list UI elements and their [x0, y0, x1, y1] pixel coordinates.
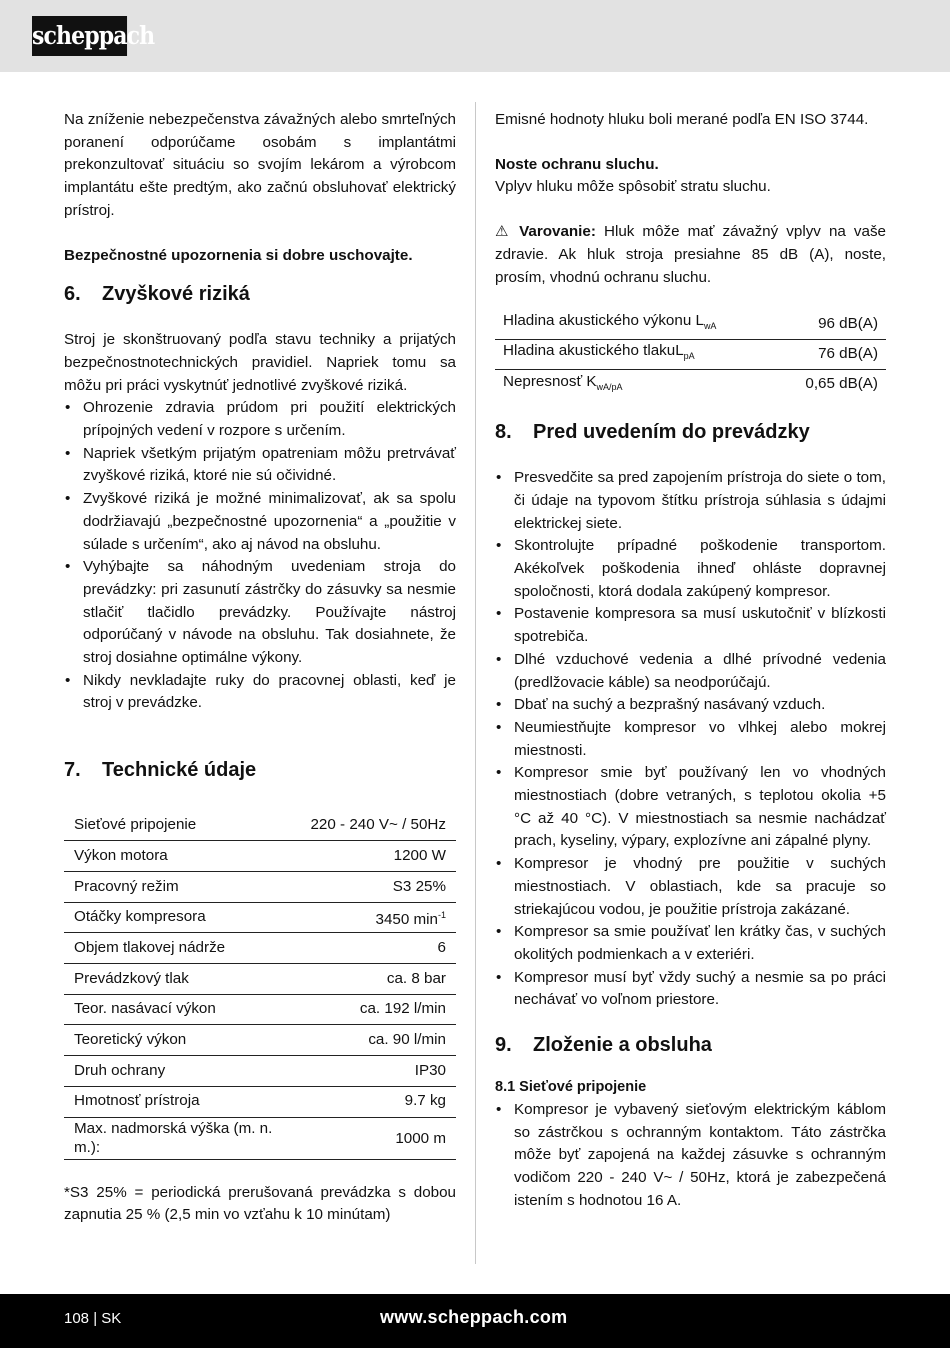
list-item: • Kompresor sa smie používať len krátky čas, v suchých okolitých podmienkach a v exteriéri. [495, 921, 886, 966]
left-column [64, 109, 456, 1227]
spec-value-text: 1000 m [395, 1129, 446, 1147]
right-column [495, 109, 886, 1212]
list-item: • Kompresor je vybavený sieťovým elektrickým káblom so zástrčkou s ochranným kontaktom. Táto zástrčka môže byť zapojená na každej zásuvke s ochranným vodičom 220 - 240 V~ / 50Hz, ktorá je zabezpečená istením s hodnotou 16 A. [495, 1099, 886, 1213]
list-item: • Kompresor smie byť používaný len vo vhodných miestnostiach (dobre vetraných, s teplotou okolia +5 °C až 40 °C). V miestnostiach sa nesmie nachádzať prach, kyseliny, výpary, explozívne ani zápalné plyny. [495, 762, 886, 853]
section-6-list [64, 397, 456, 715]
list-item: • Neumiestňujte kompresor vo vlhkej alebo mokrej miestnosti. [495, 717, 886, 762]
list-item: • Kompresor je vhodný pre použitie v suchých miestnostiach. V oblastiach, kde sa pracuje so striekajúcou vodou, je použitie prístroja zakázané. [495, 853, 886, 921]
website-link[interactable]: www.scheppach.com [380, 1307, 568, 1327]
ear-protection-title: Noste ochranu sluchu. [495, 155, 659, 173]
keep-notice: Bezpečnostné upozornenia si dobre uschovajte. [64, 246, 413, 264]
spec-value-text: 3450 min [375, 910, 438, 928]
spec-value [300, 1086, 456, 1117]
list-item: • Nikdy nevkladajte ruky do pracovnej oblasti, keď je stroj v prevádzke. [64, 670, 456, 715]
section-8-heading [495, 419, 886, 445]
list-item: • Kompresor musí byť vždy suchý a nesmie sa po práci nechávať vo voľnom priestore. [495, 967, 886, 1012]
spec-value [300, 872, 456, 903]
spec-value-text: IP30 [414, 1061, 446, 1079]
list-item: • Zvyškové riziká je možné minimalizovať, ak sa spolu dodržiavajú „bezpečnostné upozornenia“ a „použitie v súlade s určením“, ako aj návod na obsluhu. [64, 488, 456, 556]
noise-label-text: Hladina akustického výkonu L [503, 312, 704, 330]
table-row [64, 810, 456, 841]
spec-label: Výkon motora [64, 841, 300, 872]
table-row [64, 1117, 456, 1159]
section-6-heading [64, 281, 456, 307]
spec-value-text: ca. 90 l/min [368, 1030, 446, 1048]
list-item: • Napriek všetkým prijatým opatreniam môžu pretrvávať zvyškové riziká, ktoré nie sú očividné. [64, 443, 456, 488]
page-number: 108 | SK [64, 1310, 122, 1327]
spec-label: Otáčky kompresora [64, 902, 300, 933]
section-9-number: 9. [495, 1034, 512, 1057]
noise-label-subscript: pA [683, 351, 695, 362]
technical-data-table [64, 810, 456, 1159]
section-7-number: 7. [64, 759, 81, 782]
section-6-number: 6. [64, 283, 81, 306]
list-item: • Presvedčite sa pred zapojením prístroja do siete o tom, či údaje na typovom štítku prístroja súhlasia s údajmi elektrickej siete. [495, 467, 886, 535]
list-item: • Skontrolujte prípadné poškodenie transportom. Akékoľvek poškodenia ihneď ohláste dopravnej spoločnosti, ktorá dodala zakúpený kompresor. [495, 535, 886, 603]
spec-value [300, 841, 456, 872]
table-row [64, 841, 456, 872]
noise-label [495, 369, 777, 399]
brand-logo: scheppach [32, 16, 127, 56]
table-row [495, 339, 886, 369]
spec-value [300, 994, 456, 1025]
implant-intro: Na zníženie nebezpečenstva závažných alebo smrteľných poranení odporúčame osobám s implantátmi prekonzultovať situáciu so svojím lekárom a výrobcom implantátu ešte predtým, ako začnú obsluhovať elektrický prístroj. [64, 111, 456, 219]
spec-value [300, 902, 456, 933]
list-item: • Ohrozenie zdravia prúdom pri použití elektrických prípojných vedení v rozpore s určením. [64, 397, 456, 442]
spec-value-exponent: -1 [437, 909, 446, 920]
warning-triangle-icon: ⚠ [495, 223, 509, 241]
warning-label: Varovanie: [519, 223, 596, 241]
spec-label: Sieťové pripojenie [64, 810, 300, 841]
spec-label: Pracovný režim [64, 872, 300, 903]
spec-value-text: 1200 W [393, 846, 446, 864]
spec-value-text: 220 - 240 V~ / 50Hz [310, 815, 446, 833]
noise-label-text: Hladina akustického tlakuL [503, 342, 684, 360]
page-footer [0, 1294, 950, 1348]
spec-value [300, 810, 456, 841]
table-row [64, 933, 456, 964]
spec-label: Teoretický výkon [64, 1025, 300, 1056]
table-row [64, 1056, 456, 1087]
table-row [64, 1025, 456, 1056]
section-9-heading [495, 1032, 886, 1058]
noise-value: 0,65 dB(A) [805, 375, 878, 393]
list-item: • Postavenie kompresora sa musí uskutočniť v blízkosti spotrebiča. [495, 603, 886, 648]
spec-label: Teor. nasávací výkon [64, 994, 300, 1025]
spec-label: Prevádzkový tlak [64, 964, 300, 995]
spec-label: Objem tlakovej nádrže [64, 933, 300, 964]
spec-value-text: ca. 192 l/min [359, 1000, 446, 1018]
noise-label [495, 339, 777, 369]
table-row [64, 1086, 456, 1117]
section-6-title: Zvyškové riziká [102, 283, 250, 306]
noise-label-subscript: wA/pA [596, 381, 623, 392]
spec-value-text: ca. 8 bar [386, 969, 446, 987]
section-8-number: 8. [495, 421, 512, 444]
section-8-list [495, 467, 886, 1012]
spec-value [300, 1117, 456, 1159]
spec-value [300, 1025, 456, 1056]
table-row [64, 994, 456, 1025]
section-6-intro: Stroj je skonštruovaný podľa stavu techniky a prijatých bezpečnostnotechnických pravidiel. Napriek tomu sa môžu pri práci vyskytnúť jednotlivé zvyškové riziká. [64, 331, 456, 394]
spec-value [300, 933, 456, 964]
noise-label-subscript: wA [703, 321, 717, 332]
spec-value [300, 1056, 456, 1087]
column-divider [475, 102, 476, 1264]
section-7-title: Technické údaje [102, 759, 257, 782]
spec-value [300, 964, 456, 995]
spec-value-text: S3 25% [392, 877, 446, 895]
list-item: • Dlhé vzduchové vedenia a dlhé prívodné vedenia (predlžovacie káble) sa neodporúčajú. [495, 649, 886, 694]
table-row [495, 309, 886, 339]
subsection-8-1-title: 8.1 Sieťové pripojenie [495, 1079, 647, 1096]
table-row [64, 902, 456, 933]
spec-value-text: 9.7 kg [404, 1092, 446, 1110]
table-row [64, 964, 456, 995]
spec-value-text: 6 [437, 938, 446, 956]
noise-value: 76 dB(A) [777, 339, 886, 369]
spec-label: Hmotnosť prístroja [64, 1086, 300, 1117]
page-header [0, 0, 950, 72]
list-item: • Vyhýbajte sa náhodným uvedeniam stroja do prevádzky: pri zasunutí zástrčky do zásuvky sa nesmie stlačiť tlačidlo prevádzky. Používajte nástroj odporúčaný v návode na obsluhu. Tak dosiahnete, že stroj dosiahne optimálne výkony. [64, 556, 456, 670]
noise-value: 96 dB(A) [777, 309, 886, 339]
noise-values-table [495, 309, 886, 399]
table-row [495, 369, 886, 399]
noise-warning [495, 221, 886, 289]
section-7-heading [64, 757, 456, 783]
section-9-list [495, 1099, 886, 1213]
table-row [64, 872, 456, 903]
ear-protection-text: Vplyv hluku môže spôsobiť stratu sluchu. [495, 178, 771, 196]
list-item: • Dbať na suchý a bezprašný nasávaný vzduch. [495, 694, 886, 717]
section-9-title: Zloženie a obsluha [533, 1034, 712, 1057]
spec-footnote: *S3 25% = periodická prerušovaná prevádzka s dobou zapnutia 25 % (2,5 min vo vzťahu k 10 minútam) [64, 1183, 456, 1224]
section-8-title: Pred uvedením do prevádzky [533, 421, 810, 444]
spec-label: Max. nadmorská výška (m. n. m.): [64, 1117, 300, 1159]
noise-intro: Emisné hodnoty hluku boli merané podľa EN ISO 3744. [495, 111, 869, 128]
spec-label: Druh ochrany [64, 1056, 300, 1087]
noise-label-text: Nepresnosť K [503, 372, 597, 390]
noise-label [495, 309, 777, 339]
warning-text: Hluk môže mať závažný vplyv na vaše zdravie. Ak hluk stroja presiahne 85 dB (A), noste, prosím, vhodnú ochranu sluchu. [495, 223, 886, 286]
